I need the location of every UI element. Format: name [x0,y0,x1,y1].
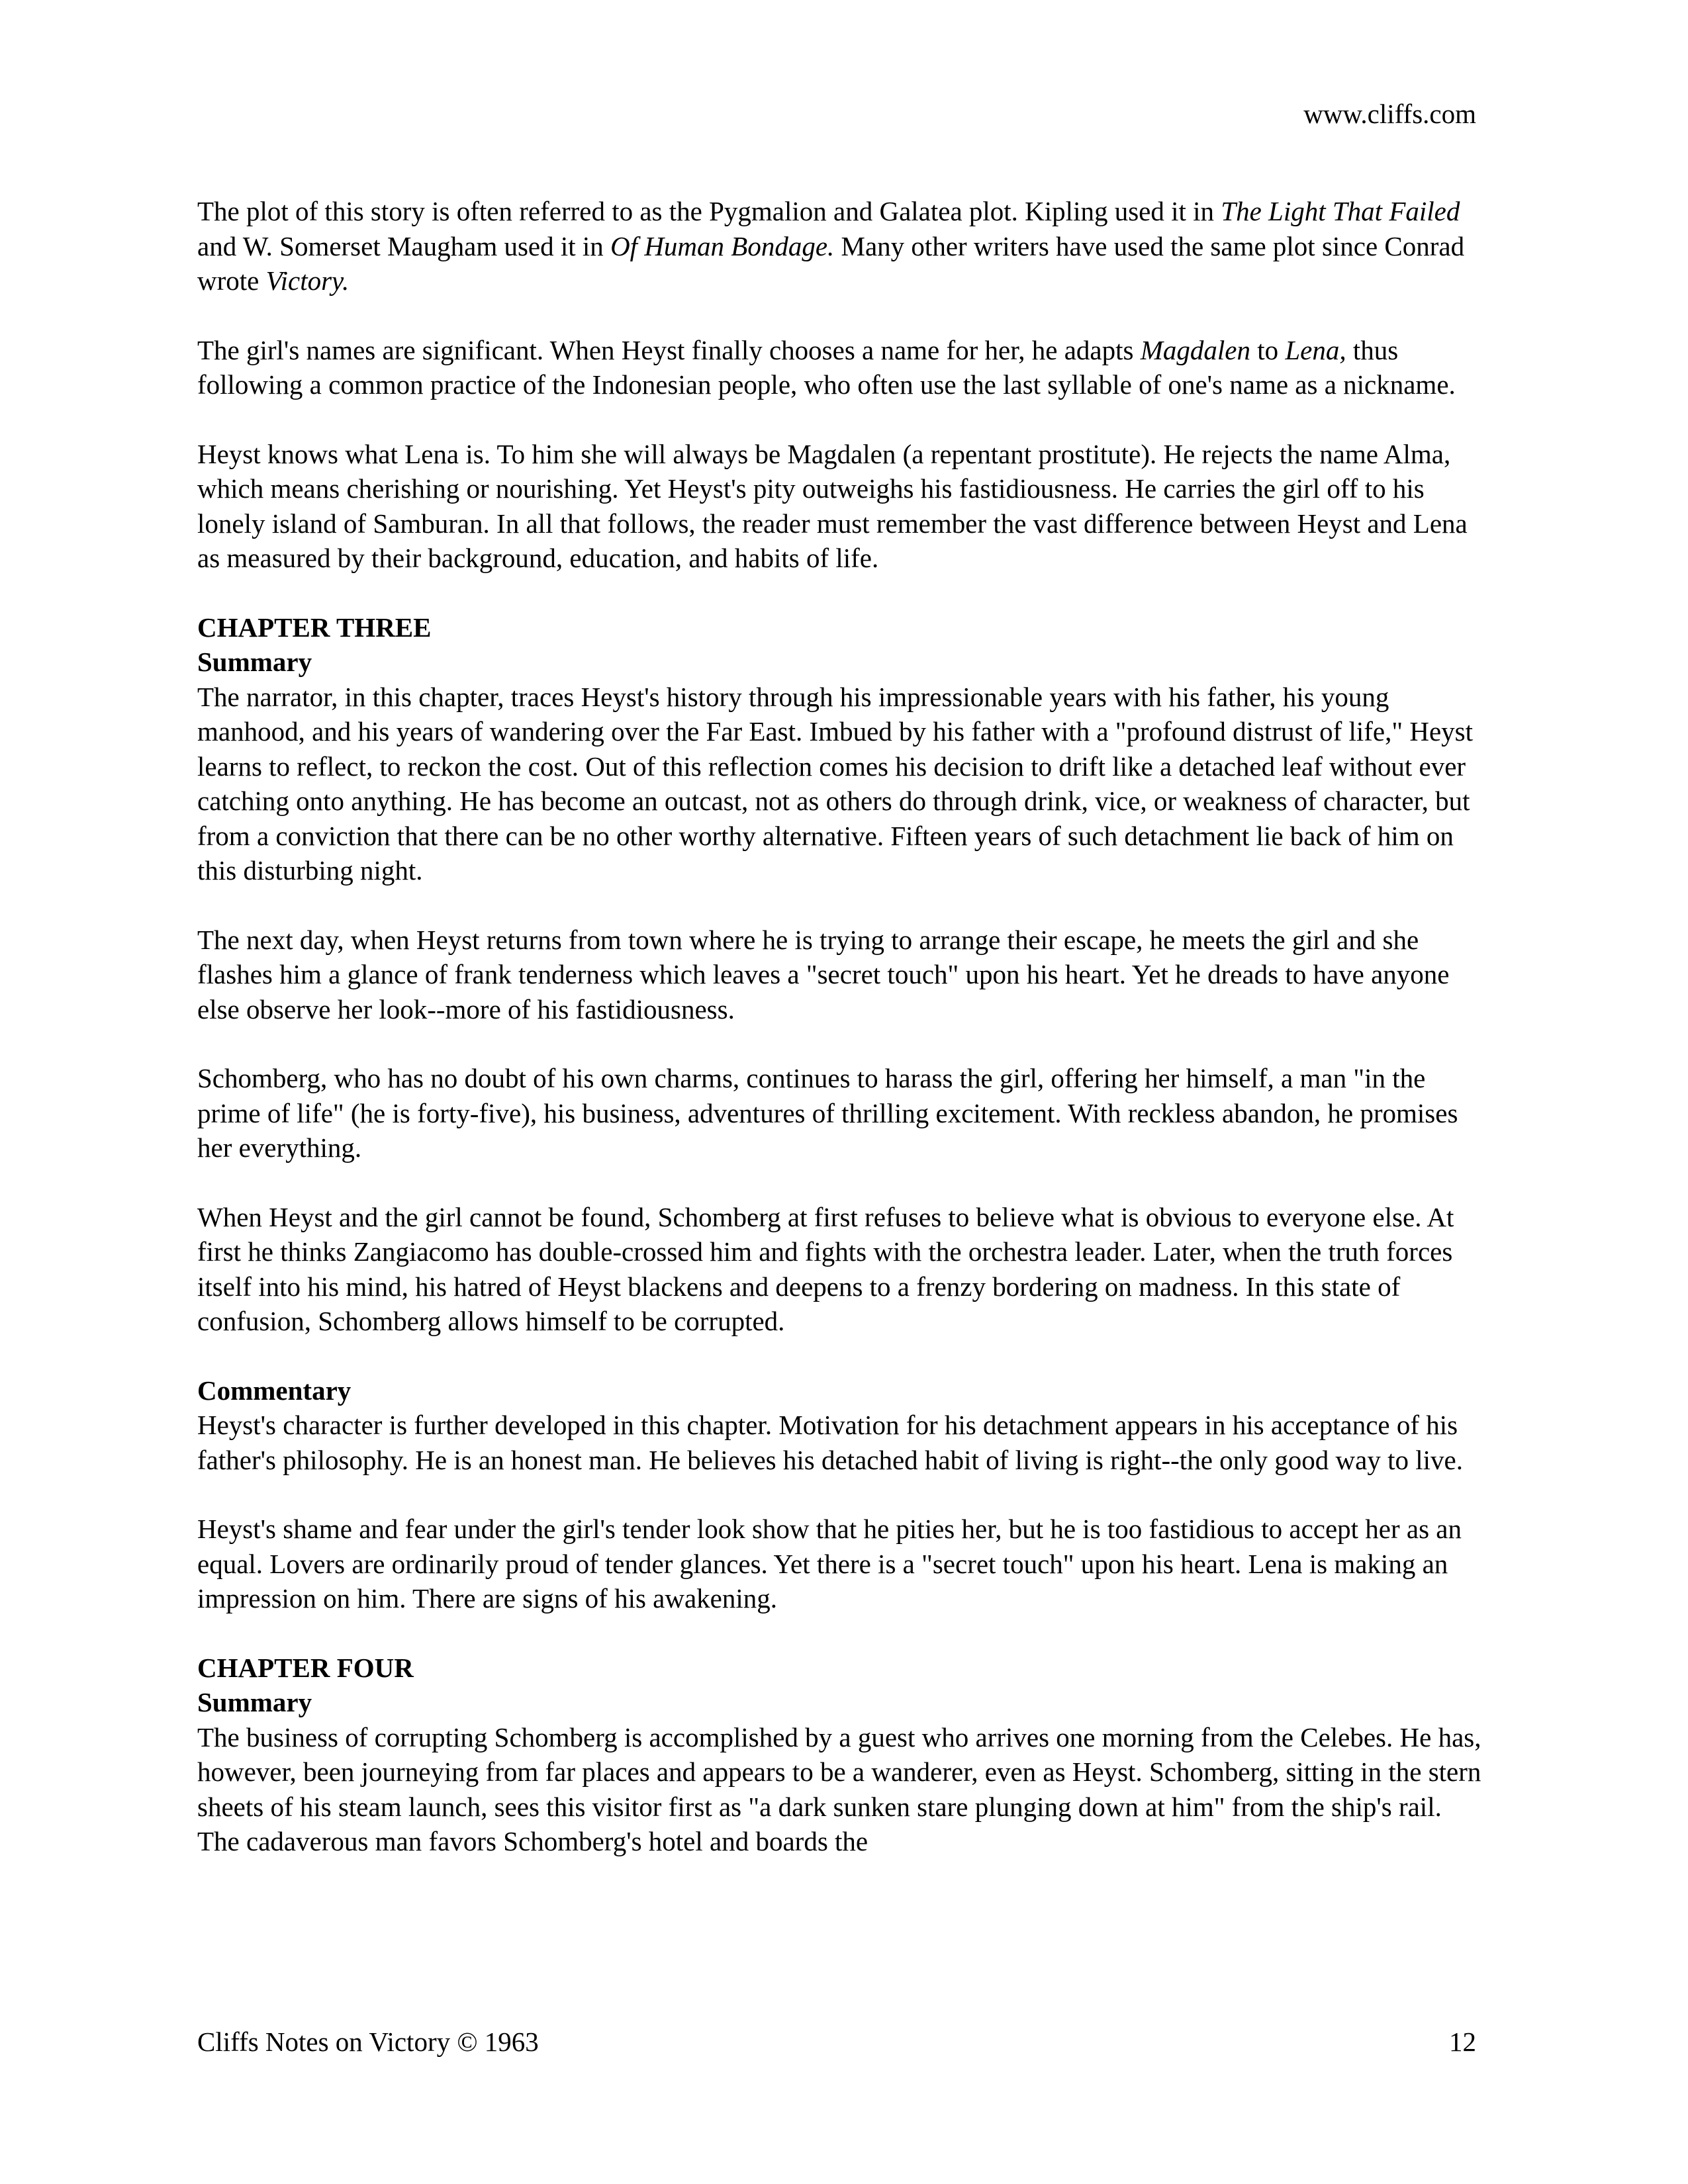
intro-paragraph-1 [197,194,1481,298]
intro-paragraph-2 [197,333,1481,402]
chapter-three-summary-paragraph: When Heyst and the girl cannot be found, Schomberg at first refuses to believe what is obvious to everyone else. At first he thinks Zangiacomo has double-crossed him and fights with the orchestra leader. Later, when the truth forces itself into his mind, his hatred of Heyst blackens and deepens to a frenzy bordering on madness. In this state of confusion, Schomberg allows himself to be corrupted. [197,1201,1454,1336]
footer-title: Cliffs Notes on Victory © 1963 [197,2026,539,2057]
text-span: Many other writers have used the same plot since Conrad wrote [197,230,1465,296]
chapter-three-summary-label: Summary [197,647,312,677]
italic-title: Of Human Bondage. [610,230,835,261]
italic-name: Lena, [1285,334,1346,365]
chapter-three-commentary-label: Commentary [197,1375,352,1406]
italic-title: The Light That Failed [1221,196,1460,226]
italic-name: Magdalen [1140,334,1250,365]
text-span: thus following a common practice of the Indonesian people, who often use the last syllable of one's name as a nickname. [197,334,1456,400]
italic-title: Victory. [265,265,350,296]
intro-paragraph-3: Heyst knows what Lena is. To him she will always be Magdalen (a repentant prostitute). He rejects the name Alma, which means cherishing or nourishing. Yet Heyst's pity outweighs his fastidiousness. He carries the girl off to his lonely island of Samburan. In all that follows, the reader must remember the vast difference between Heyst and Lena as measured by their background, education, and habits of life. [197,438,1468,573]
text-span: The plot of this story is often referred to as the Pygmalion and Galatea plot. Kipling used it in [197,196,1221,226]
chapter-four-heading: CHAPTER FOUR [197,1652,414,1683]
chapter-three-summary-paragraph: The narrator, in this chapter, traces Heyst's history through his impressionable years with his father, his young manhood, and his years of wandering over the Far East. Imbued by his father with a "profound distrust of life," Heyst learns to reflect, to reckon the cost. Out of this reflection comes his decision to drift like a detached leaf without ever catching onto anything. He has become an outcast, not as others do through drink, vice, or weakness of character, but from a conviction that there can be no other worthy alternative. Fifteen years of such detachment lie back of him on this disturbing night. [197,681,1473,886]
text-span: to [1250,334,1286,365]
chapter-three-commentary-paragraph: Heyst's character is further developed in this chapter. Motivation for his detachment appears in his acceptance of his father's philosophy. He is an honest man. He believes his detached habit of living is right--the only good way to live. [197,1410,1463,1475]
page-body [197,194,1481,1893]
chapter-four-summary-label: Summary [197,1687,312,1717]
text-span: The girl's names are significant. When Heyst finally chooses a name for her, he adapts [197,334,1141,365]
chapter-three-summary-paragraph: Schomberg, who has no doubt of his own charms, continues to harass the girl, offering her himself, a man "in the prime of life" (he is forty-five), his business, adventures of thrilling excitement. With reckless abandon, he promises her everything. [197,1063,1458,1163]
chapter-three-heading: CHAPTER THREE [197,612,432,643]
header-url: www.cliffs.com [1303,99,1476,129]
chapter-four-summary-paragraph: The business of corrupting Schomberg is accomplished by a guest who arrives one morning from the Celebes. He has, however, been journeying from far places and appears to be a wanderer, even as Heyst. Schomberg, sitting in the stern sheets of his steam launch, sees this visitor first as "a dark sunken stare plunging down at him" from the ship's rail. The cadaverous man favors Schomberg's hotel and boards the [197,1721,1481,1856]
page-number: 12 [1449,2026,1476,2057]
text-span: and W. Somerset Maugham used it in [197,230,611,261]
chapter-three-commentary-paragraph: Heyst's shame and fear under the girl's tender look show that he pities her, but he is too fastidious to accept her as an equal. Lovers are ordinarily proud of tender glances. Yet there is a "secret touch" upon his heart. Lena is making an impression on him. There are signs of his awakening. [197,1514,1462,1614]
chapter-three-summary-paragraph: The next day, when Heyst returns from town where he is trying to arrange their escape, he meets the girl and she flashes him a glance of frank tenderness which leaves a "secret touch" upon his heart. Yet he dreads to have anyone else observe her look--more of his fastidiousness. [197,924,1450,1024]
